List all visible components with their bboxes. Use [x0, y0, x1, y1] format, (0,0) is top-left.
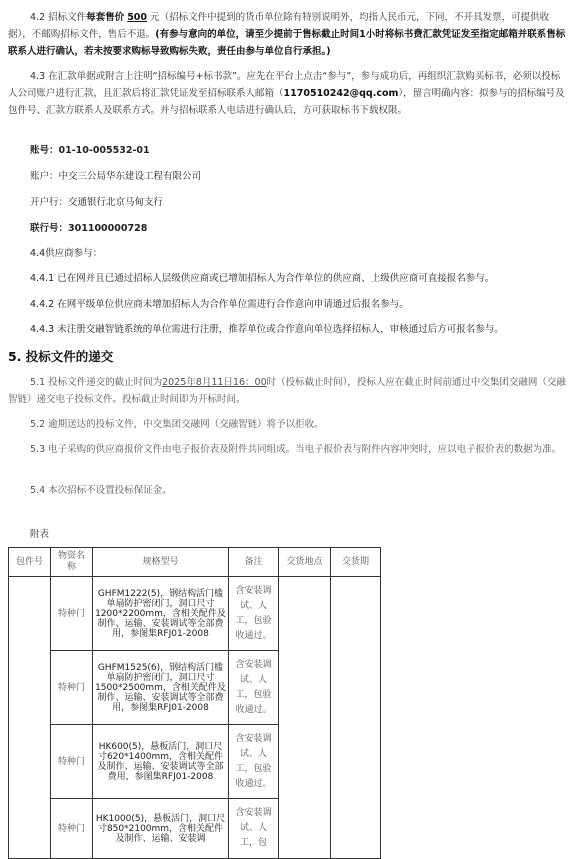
account-number: 账号：01-10-005532-01 — [30, 145, 150, 156]
contact-email: 1170510242@qq.com — [283, 88, 399, 99]
sec42-desc: （招标文件中提到的货币单位除有特别说明外，均指人民币元，下同，不开具发票，可提供收据），不邮购招标文件，售后不退。 — [8, 12, 550, 40]
section-4-4-2: 4.4.2 在网平级单位供应商未增加招标人为合作单位需进行合作意向申请通过后报名参与。 — [30, 299, 409, 310]
spec-cell: GHFM1222(5)，钢结构活门槛单扇防护密闭门，洞口尺寸1200*2200mm，含相关配件及制作、运输、安装调试等全部费用，参图集RFJ01-2008 — [93, 577, 229, 651]
material-name: 特种门 — [51, 651, 93, 725]
note-cell: 含安装调试、人工，包 — [229, 799, 279, 859]
sec42-text: 4.2 招标文件 — [30, 12, 87, 23]
delivery-date-cell — [331, 577, 381, 859]
sec43-text-2: ），留言明确内容：拟参与的招标编号及包件号、汇款方联系人及联系方式。并与招标联系人电话进行确认后，方可获取标书下载权限。 — [8, 88, 565, 116]
spec-cell: HK1000(5)，悬板活门，洞口尺寸850*2100mm，含相关配件及制作、运输、安装调 — [93, 799, 229, 859]
account-name: 账户：中交三公局华东建设工程有限公司 — [30, 171, 202, 182]
note-cell: 含安装调试、人工，包验收通过。 — [229, 651, 279, 725]
table-row — [9, 577, 381, 651]
section-5-heading: 5. 投标文件的递交 — [8, 349, 114, 364]
sec51-text: 5.1 投标文件递交的截止时间为 — [30, 377, 163, 388]
delivery-place-cell — [279, 577, 331, 859]
price-unit: 元 — [150, 12, 160, 23]
col-delivery-place: 交货地点 — [279, 548, 331, 577]
col-delivery-date: 交货期 — [331, 548, 381, 577]
material-name: 特种门 — [51, 799, 93, 859]
section-5-2: 5.2 逾期送达的投标文件，中交集团交融网（交融智链）将予以拒收。 — [30, 419, 324, 430]
col-material-name: 物资名称 — [51, 548, 93, 577]
spec-cell: HK600(5)，悬板活门，洞口尺寸620*1400mm，含相关配件及制作、运输、安装调试等全部费用，参图集RFJ01-2008 — [93, 725, 229, 799]
col-spec: 规格型号 — [93, 548, 229, 577]
section-5-4: 5.4 本次招标不设置投标保证金。 — [30, 485, 172, 496]
section-4-3 — [8, 68, 567, 119]
section-4-4-3: 4.4.3 未注册交融智链系统的单位需进行注册，推荐单位或合作意向单位选择招标人，审核通过后方可报名参与。 — [30, 324, 504, 335]
spec-cell: GHFM1525(6)，钢结构活门槛单扇防护密闭门，洞口尺寸1500*2500mm，含相关配件及制作、运输、安装调试等全部费用，参图集RFJ01-2008 — [93, 651, 229, 725]
price-label: 每套售价 — [86, 12, 125, 23]
package-cell — [9, 577, 51, 859]
sec42-note: (有参与意向的单位，请至少提前于售标截止时间1小时将标书费汇款凭证发至指定邮箱并联系售标联系人进行确认，若未按要求购标导致购标失败，责任由参与单位自行承担。) — [8, 29, 566, 57]
note-cell: 含安装调试、人工，包验收通过。 — [229, 725, 279, 799]
section-5-3: 5.3 电子采购的供应商报价文件由电子报价表及附件共同组成。当电子报价表与附件内容冲突时，应以电子报价表的数据为准。 — [30, 444, 562, 455]
section-4-4-title: 4.4供应商参与： — [30, 248, 103, 259]
deadline-date: 2025年8月11日16：00 — [162, 377, 267, 388]
material-name: 特种门 — [51, 725, 93, 799]
col-package-no: 包件号 — [9, 548, 51, 577]
sec51-text-2: 时（投标截止时间），投标人应在截止时间前通过中交集团交融网（交融智链）递交电子投标文件。投标截止时间即为开标时间。 — [8, 377, 566, 405]
section-4-4-1: 4.4.1 已在网并且已通过招标人层级供应商或已增加招标人为合作单位的供应商、上级供应商可直接报名参与。 — [30, 273, 495, 284]
account-bank-number: 联行号：301100000728 — [30, 223, 148, 234]
sec43-text: 4.3 在汇款单据或附言上注明“招标编号+标书款”。应先在平台上点击“参与”，参与成功后，再组织汇款购买标书，必须以投标人公司账户进行汇款，且汇款后将汇款凭证发至招标联系人邮箱（ — [8, 71, 561, 99]
appendix-table — [8, 547, 381, 859]
table-header-row — [9, 548, 381, 577]
section-4-2 — [8, 9, 567, 60]
appendix-title: 附表 — [30, 529, 50, 540]
material-name: 特种门 — [51, 577, 93, 651]
note-cell: 含安装调试、人工，包验收通过。 — [229, 577, 279, 651]
col-note: 备注 — [229, 548, 279, 577]
price-value: 500 — [127, 12, 148, 23]
account-bank: 开户行：交通银行北京马甸支行 — [30, 197, 164, 208]
section-5-1 — [8, 374, 567, 408]
